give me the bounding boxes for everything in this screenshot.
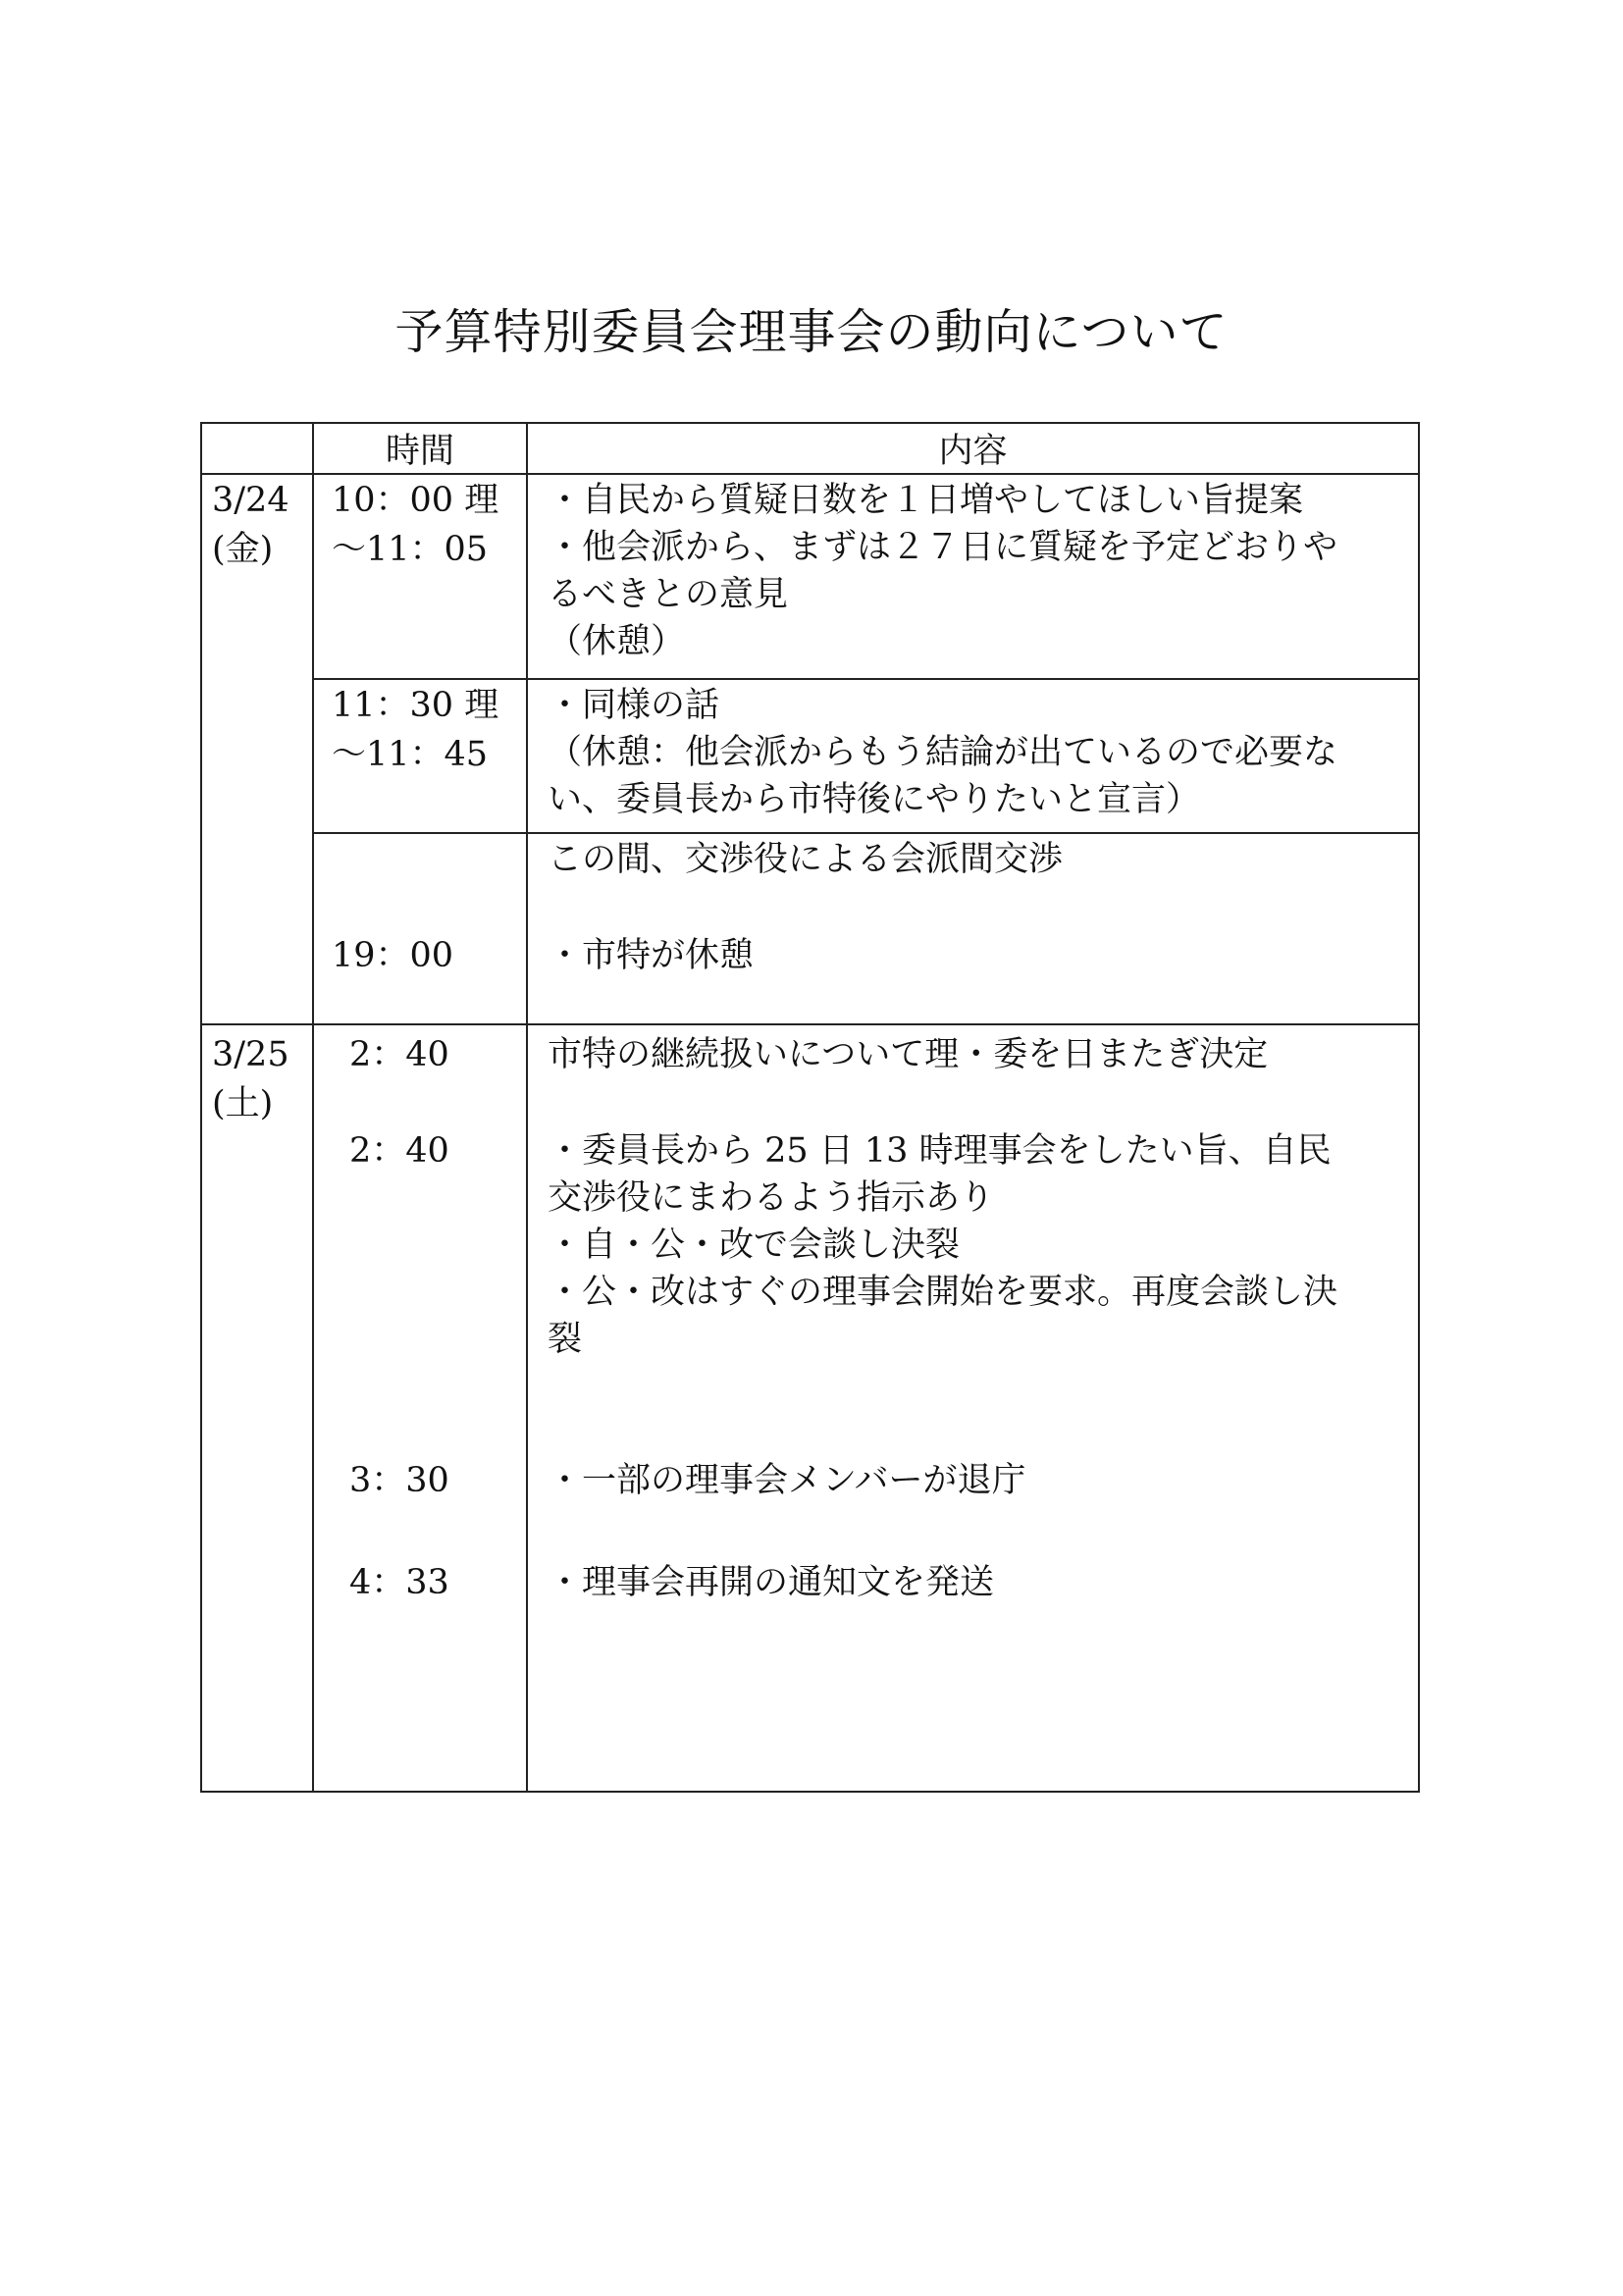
time-cell	[313, 833, 527, 1024]
content-cell	[527, 679, 1419, 833]
time-label: 4：33	[349, 1563, 449, 1602]
content-line: ・理事会再開の通知文を発送	[548, 1563, 995, 1602]
weekday-label: (金)	[212, 530, 274, 569]
content-line: （休憩）	[548, 622, 686, 661]
table-row	[201, 679, 1419, 833]
content-line: 市特の継続扱いについて理・委を日またぎ決定	[548, 1035, 1269, 1074]
content-line: （休憩：他会派からもう結論が出ているので必要な	[548, 733, 1338, 772]
time-label: 2：40	[349, 1035, 449, 1074]
time-end: ～11：45	[332, 735, 489, 774]
time-cell	[313, 679, 527, 833]
date-cell-day2	[201, 1024, 313, 1792]
content-note: この間、交渉役による会派間交渉	[548, 840, 1064, 879]
content-cell	[527, 1024, 1419, 1792]
weekday-label: (土)	[212, 1084, 274, 1123]
time-end: ～11：05	[332, 530, 489, 569]
content-line: ・一部の理事会メンバーが退庁	[548, 1461, 1026, 1500]
content-line: 裂	[548, 1320, 583, 1359]
header-content: 内容	[527, 423, 1419, 474]
content-cell	[527, 474, 1419, 679]
table-header-row	[201, 423, 1419, 474]
time-label: 3：30	[349, 1461, 449, 1500]
table-row	[201, 833, 1419, 1024]
time-cell	[313, 1024, 527, 1792]
page-title: 予算特別委員会理事会の動向について	[394, 304, 1229, 360]
date-label: 3/24	[212, 481, 289, 520]
content-line: ・他会派から、まずは２７日に質疑を予定どおりや	[548, 528, 1338, 567]
header-date	[201, 423, 313, 474]
content-line: ・自民から質疑日数を１日増やしてほしい旨提案	[548, 481, 1304, 520]
content-line: ・同様の話	[548, 686, 720, 725]
date-label: 3/25	[212, 1035, 289, 1074]
date-cell-day1	[201, 474, 313, 1024]
schedule-table	[200, 422, 1420, 1793]
content-line: ・公・改はすぐの理事会開始を要求。再度会談し決	[548, 1273, 1338, 1312]
content-line: ・委員長から 25 日 13 時理事会をしたい旨、自民	[548, 1131, 1332, 1171]
content-line: ・市特が休憩	[548, 936, 755, 975]
table-row	[201, 1024, 1419, 1792]
time-start: 10：00 理	[332, 481, 499, 520]
content-cell	[527, 833, 1419, 1024]
time-cell	[313, 474, 527, 679]
content-line: ・自・公・改で会談し決裂	[548, 1226, 961, 1265]
time-start: 11：30 理	[332, 686, 499, 725]
content-line: い、委員長から市特後にやりたいと宣言）	[548, 780, 1201, 819]
time-label: 19：00	[332, 936, 454, 975]
header-time: 時間	[313, 423, 527, 474]
content-line: 交渉役にまわるよう指示あり	[548, 1178, 995, 1218]
content-line: るべきとの意見	[548, 575, 789, 614]
table-row	[201, 474, 1419, 679]
time-label: 2：40	[349, 1131, 449, 1171]
